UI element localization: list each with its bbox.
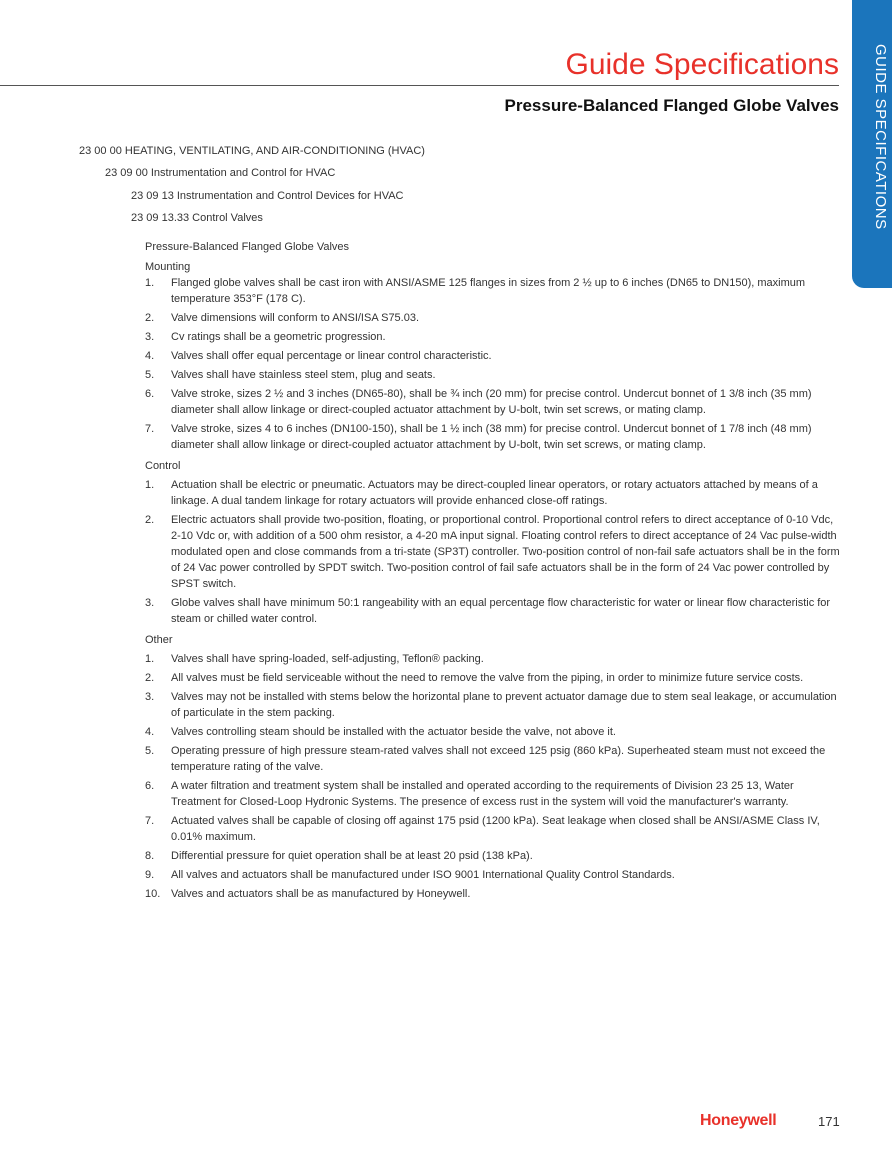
- page-subtitle: Pressure-Balanced Flanged Globe Valves: [504, 96, 839, 115]
- list-item: 2. Valve dimensions will conform to ANSI/ISA S75.03.: [145, 312, 420, 324]
- list-item: 7. Actuated valves shall be capable of closing off against 175 psid (1200 kPa). Seat leakage when closed shall be ANSI/ASME Class IV, 0.01% maximum.: [145, 815, 820, 843]
- mounting-list: [145, 275, 842, 453]
- side-tab: [852, 0, 892, 288]
- list-item: 6. Valve stroke, sizes 2 ½ and 3 inches (DN65-80), shall be ¾ inch (20 mm) for precise control. Undercut bonnet of 1 3/8 inch (35 mm) diameter shall allow linkage or direct-coupled actuator attachment by U-bolt, twin set screws, or mating clamp.: [145, 388, 812, 416]
- list-item: 10. Valves and actuators shall be as manufactured by Honeywell.: [145, 888, 471, 900]
- list-item: 1. Valves shall have spring-loaded, self-adjusting, Teflon® packing.: [145, 653, 484, 665]
- list-item: 4. Valves controlling steam should be installed with the actuator beside the valve, not above it.: [145, 726, 616, 738]
- list-item: 2. Electric actuators shall provide two-position, floating, or proportional control. Proportional control refers to direct acceptance of 0-10 Vdc, 2-10 Vdc or, with addition of a 500 ohm resistor, a 4-20 mA input signal. Floating control refers to direct acceptance of 24 Vac pulse-width modulated open and close commands from a tri-state (SP3T) controller. Two-position control of non-fail safe actuators shall be in the form of 24 Vac power controlled by SPDT switch. Two-position control of fail safe actuators shall be in the form of 24 Vac power controlled by SPST switch.: [145, 514, 840, 590]
- list-item: 3. Valves may not be installed with stems below the horizontal plane to prevent actuator damage due to stem seal leakage, or accumulation of particulate in the stem packing.: [145, 691, 837, 719]
- outline-subsection: 23 09 13 Instrumentation and Control Devices for HVAC: [131, 190, 404, 202]
- honeywell-logo: Honeywell: [700, 1112, 777, 1129]
- list-item: 3. Cv ratings shall be a geometric progression.: [145, 331, 386, 343]
- outline-section: 23 09 00 Instrumentation and Control for HVAC: [105, 167, 336, 179]
- side-tab-label: GUIDE SPECIFICATIONS: [872, 44, 889, 230]
- product-name: Pressure-Balanced Flanged Globe Valves: [145, 241, 350, 253]
- list-item: 4. Valves shall offer equal percentage or linear control characteristic.: [145, 350, 492, 362]
- list-item: 3. Globe valves shall have minimum 50:1 rangeability with an equal percentage flow characteristic for water or linear flow characteristic for steam or chilled water control.: [145, 597, 831, 625]
- control-list: [145, 477, 842, 627]
- list-item: 6. A water filtration and treatment system shall be installed and operated according to the requirements of Division 23 25 13, Water Treatment for Closed-Loop Hydronic Systems. The presence of excess rust in the system will void the manufacturer's warranty.: [145, 780, 794, 808]
- list-item: 5. Valves shall have stainless steel stem, plug and seats.: [145, 369, 436, 381]
- section-heading-control: Control: [145, 460, 181, 472]
- page-title: Guide Specifications: [565, 48, 839, 81]
- page-number: 171: [818, 1114, 840, 1129]
- list-item: 1. Flanged globe valves shall be cast iron with ANSI/ASME 125 flanges in sizes from 2 ½ up to 6 inches (DN65 to DN150), maximum temperature 353°F (178 C).: [145, 277, 806, 305]
- list-item: 1. Actuation shall be electric or pneumatic. Actuators may be direct-coupled linear operators, or rotary actuators attached by means of a linkage. A dual tandem linkage for rotary actuators will provide enhanced close-off ratings.: [145, 479, 818, 507]
- list-item: 8. Differential pressure for quiet operation shall be at least 20 psid (138 kPa).: [145, 850, 533, 862]
- list-item: 9. All valves and actuators shall be manufactured under ISO 9001 International Quality Control Standards.: [145, 869, 675, 881]
- outline-division: 23 00 00 HEATING, VENTILATING, AND AIR-CONDITIONING (HVAC): [79, 145, 425, 157]
- section-heading-other: Other: [145, 634, 173, 646]
- spec-content: [145, 239, 842, 905]
- list-item: 2. All valves must be field serviceable without the need to remove the valve from the piping, in order to minimize future service costs.: [145, 672, 804, 684]
- outline-subsubsection: 23 09 13.33 Control Valves: [131, 212, 263, 224]
- list-item: 5. Operating pressure of high pressure steam-rated valves shall not exceed 125 psig (860 kPa). Superheated steam must not exceed the temperature rating of the valve.: [145, 745, 826, 773]
- list-item: 7. Valve stroke, sizes 4 to 6 inches (DN100-150), shall be 1 ½ inch (38 mm) for precise control. Undercut bonnet of 1 7/8 inch (48 mm) diameter shall allow linkage or direct-coupled actuator attachment by U-bolt, twin set screws, or mating clamp.: [145, 423, 812, 451]
- header-divider: [0, 85, 839, 86]
- other-list: [145, 651, 842, 902]
- section-heading-mounting: Mounting: [145, 261, 191, 273]
